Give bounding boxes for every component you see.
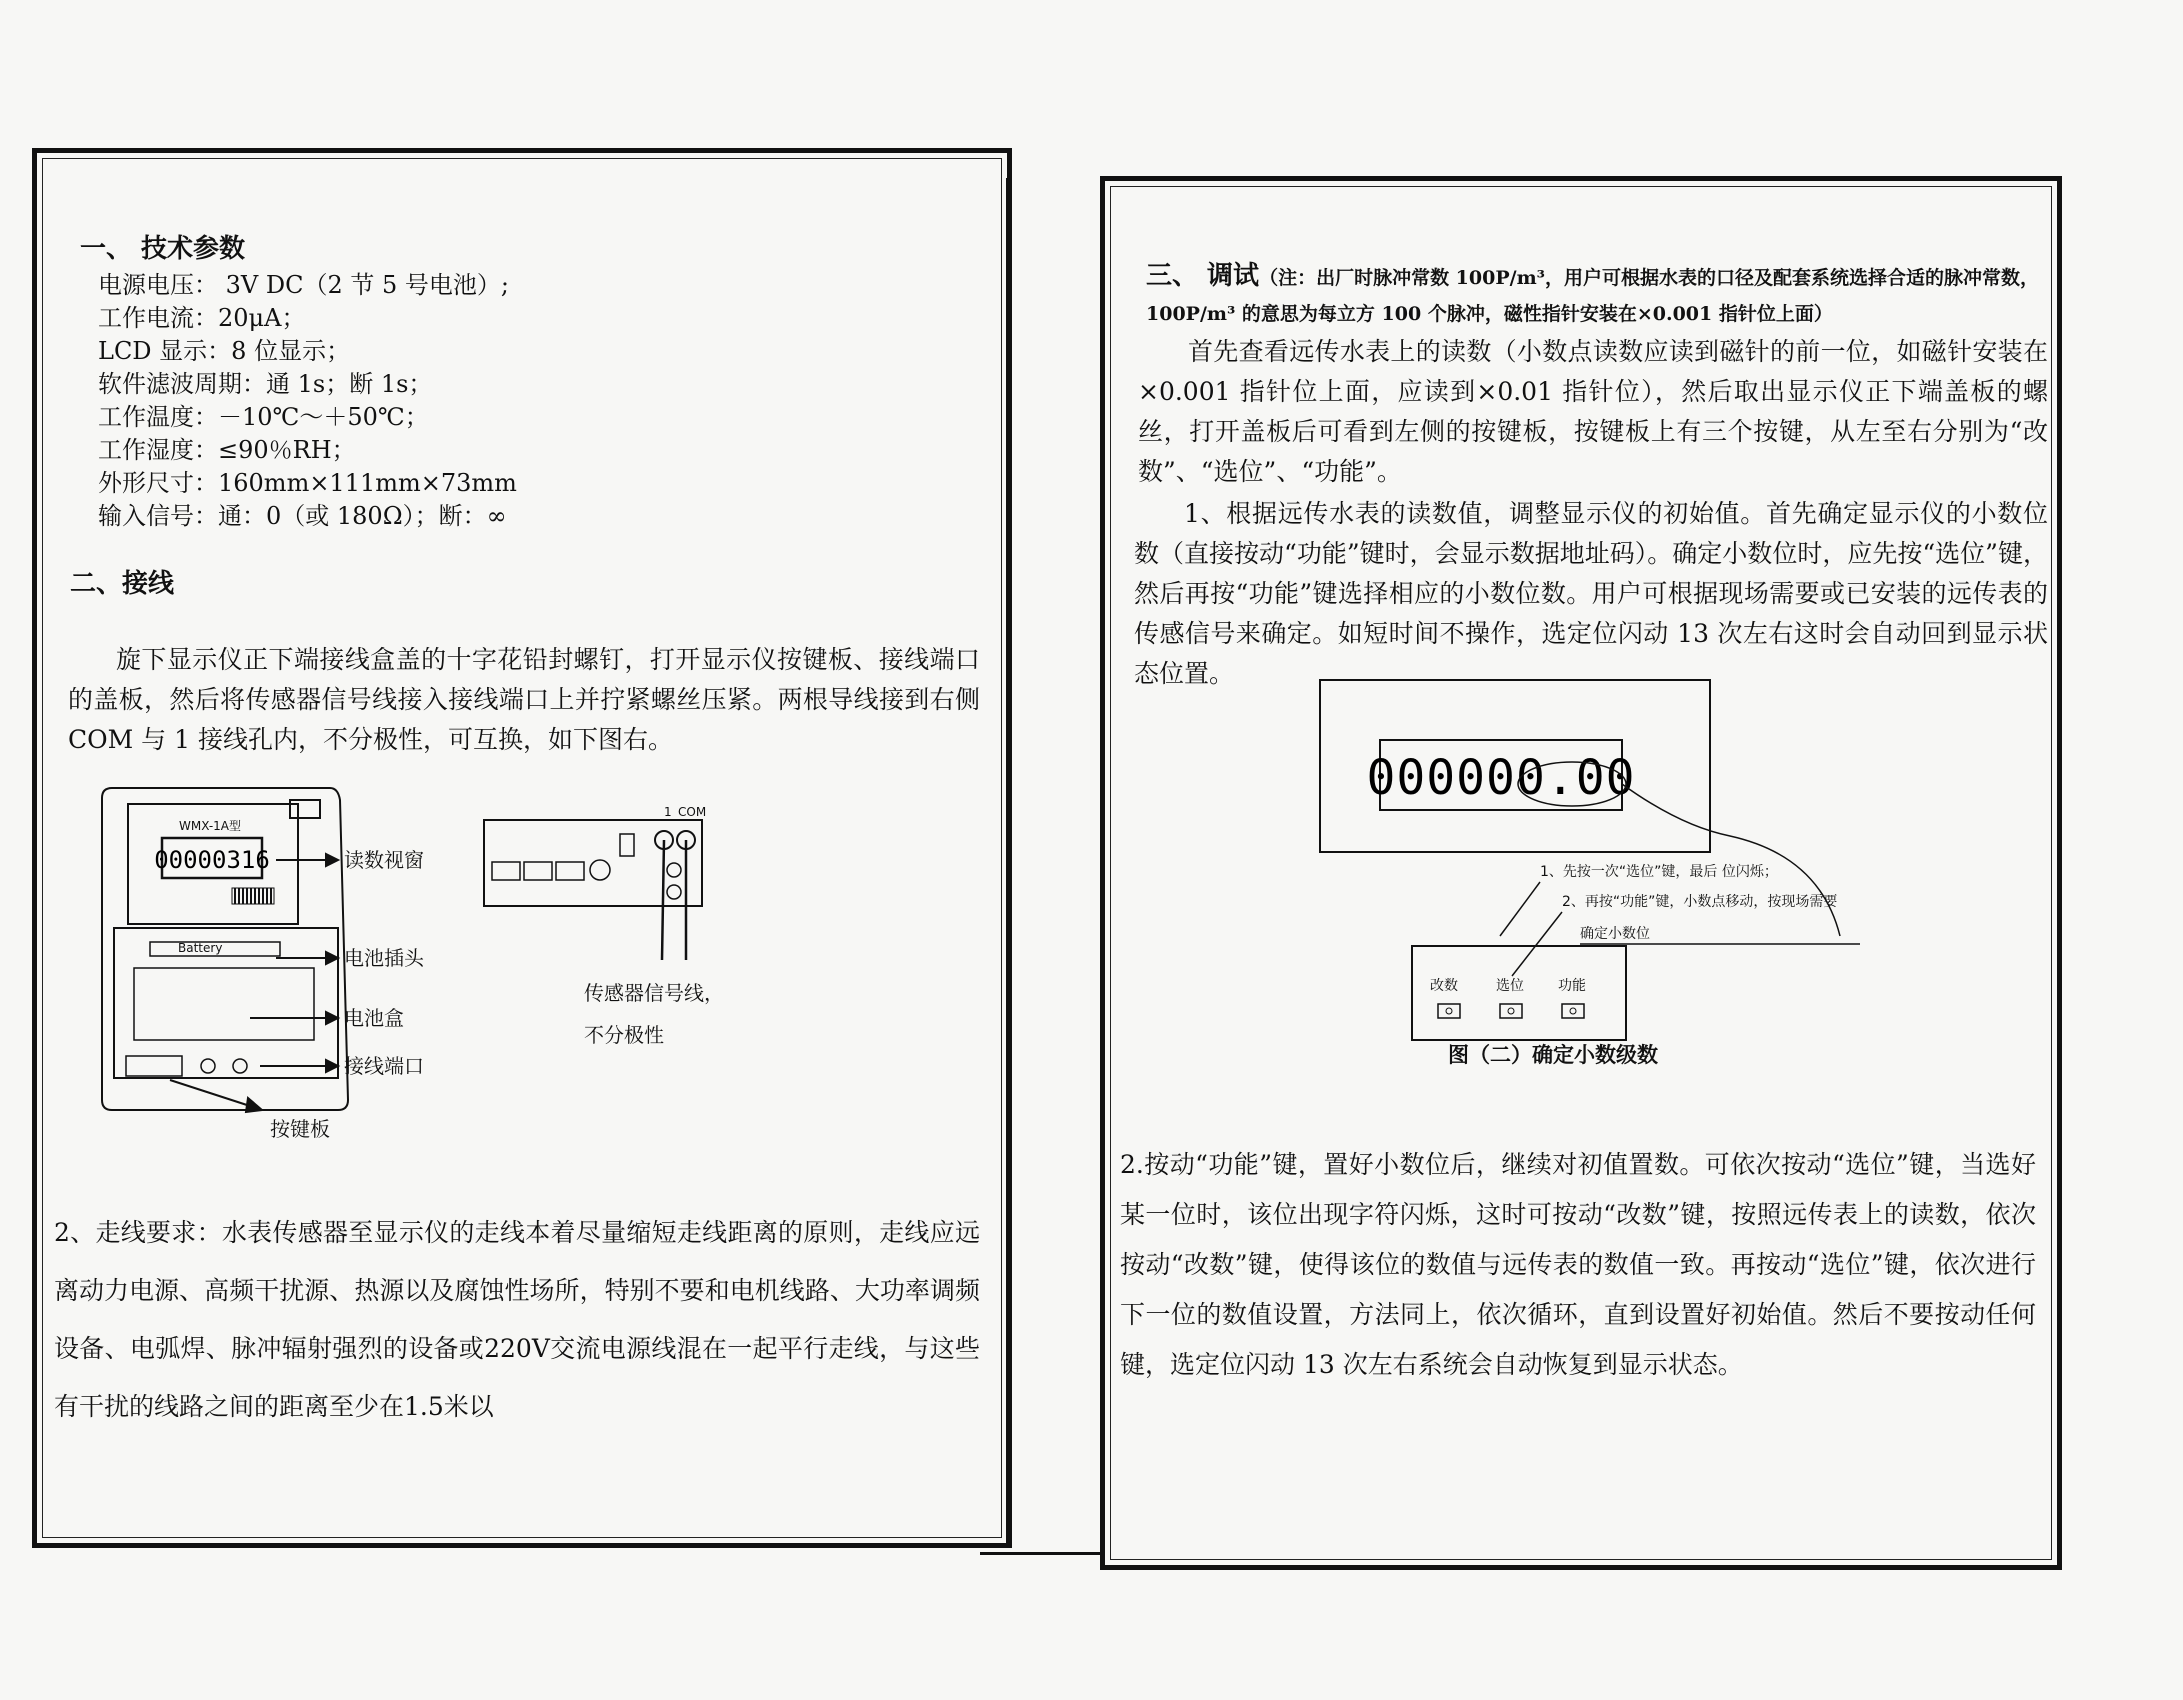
- board-socket: [620, 834, 634, 856]
- key-button: [1562, 1004, 1584, 1018]
- key-button: [1438, 1004, 1460, 1018]
- board-key: [524, 862, 552, 880]
- label-reading-window: 读数视窗: [344, 848, 424, 872]
- pointer-line: [1622, 784, 1840, 936]
- wiring-figure: [90, 780, 730, 1150]
- figure-2-caption: 图（二）确定小数级数: [1448, 1043, 1658, 1067]
- gutter-rule-left: [1006, 178, 1009, 1548]
- spec-item: 电源电压： 3V DC（2 节 5 号电池）;: [98, 271, 509, 299]
- terminal-mark-1: 1: [664, 805, 672, 819]
- gutter-rule-right: [1100, 176, 1103, 1570]
- key-button: [1500, 1004, 1522, 1018]
- terminal-hole: [667, 885, 681, 899]
- spec-item: 工作湿度：≤90％RH；: [98, 436, 356, 464]
- spec-item: 输入信号：通：0（或 180Ω）；断：∞: [98, 502, 507, 530]
- model-label: WMX-1A型: [178, 819, 242, 833]
- spec-item: 软件滤波周期：通 1s；断 1s；: [98, 370, 433, 398]
- battery-text: Battery: [178, 941, 223, 955]
- meter-mount-tab: [290, 800, 320, 818]
- sensor-wire-1: [662, 840, 664, 960]
- gutter-bottom-rule: [980, 1552, 1100, 1555]
- display-value: 000000.00: [1366, 750, 1636, 806]
- board-key: [492, 862, 520, 880]
- spec-item: 工作温度：－10℃～＋50℃；: [98, 403, 429, 431]
- sensor-label-1: 传感器信号线，: [584, 981, 724, 1005]
- decimal-figure: [1300, 676, 1860, 1076]
- sensor-label-2: 不分极性: [584, 1023, 664, 1047]
- debug-paragraph-1: 首先查看远传水表上的读数（小数点读数应读到磁针的前一位，如磁针安装在×0.001 指针位上面，应读到×0.01 指针位），然后取出显示仪正下端盖板的螺丝，打开盖板后可看到左侧的按键板，按键板上有三个按键，从左至右分别为“改数”、“选位”、“功能”。: [1138, 337, 2048, 486]
- routing-paragraph: 2、走线要求：水表传感器至显示仪的走线本着尽量缩短走线距离的原则，走线应远离动力电源、高频干扰源、热源以及腐蚀性场所，特别不要和电机线路、大功率调频设备、电弧焊、脉冲辐射强烈的设备或220V交流电源线混在一起平行走线，与这些有干扰的线路之间的距离至少在1.5米以: [54, 1218, 980, 1421]
- debug-paragraph-3: 2.按动“功能”键，置好小数位后，继续对初值置数。可依次按动“选位”键，当选好某一位时，该位出现字符闪烁，这时可按动“改数”键，按照远传表上的读数，依次按动“改数”键，使得该位的数值与远传表的数值一致。再按动“选位”键，依次进行下一位的数值设置，方法同上，依次循环，直到设置好初始值。然后不要按动任何键，选定位闪动 13 次左右系统会自动恢复到显示状态。: [1120, 1150, 2036, 1379]
- board-key: [556, 862, 584, 880]
- spec-item: LCD 显示：8 位显示；: [98, 337, 351, 365]
- terminal-hole: [667, 863, 681, 877]
- figure-note-2: 2、再按“功能”键，小数点移动，按现场需要: [1562, 894, 1838, 910]
- section-2-title: 二、接线: [70, 569, 175, 599]
- figure-note-3: 确定小数位: [1580, 926, 1650, 942]
- board-knob: [590, 860, 610, 880]
- section-3-note: （注：出厂时脉冲常数 100P/m³，用户可根据水表的口径及配套系统选择合适的脉冲常数，100P/m³ 的意思为每立方 100 个脉冲，磁性指针安装在×0.001 指针位上面）: [1146, 267, 2039, 325]
- key-label: 功能: [1558, 978, 1586, 994]
- spec-item: 工作电流：20μA；: [98, 304, 306, 332]
- label-terminal-port: 接线端口: [344, 1054, 424, 1078]
- section-3-header: [1146, 258, 2046, 333]
- key-label: 改数: [1430, 978, 1458, 994]
- terminal-screw: [201, 1059, 215, 1073]
- barcode: [232, 888, 274, 904]
- debug-paragraph-2: 1、根据远传水表的读数值，调整显示仪的初始值。首先确定显示仪的小数位数（直接按动“功能”键时，会显示数据地址码）。确定小数位时，应先按“选位”键，然后再按“功能”键选择相应的小数位数。用户可根据现场需要或已安装的远传表的传感信号来确定。如短时间不操作，选定位闪动 13 次左右这时会自动回到显示状态位置。: [1134, 499, 2048, 688]
- pointer-line-2: [1500, 882, 1540, 936]
- terminal-screw: [233, 1059, 247, 1073]
- label-keypad: 按键板: [270, 1117, 330, 1141]
- lcd-reading: 00000316: [154, 846, 270, 874]
- label-battery-box: 电池盒: [344, 1006, 404, 1030]
- label-battery-plug: 电池插头: [344, 946, 424, 970]
- section-3-title: 三、 调试: [1146, 261, 1260, 291]
- terminal-mark-com: COM: [678, 805, 707, 819]
- wiring-paragraph: 旋下显示仪正下端接线盒盖的十字花铅封螺钉，打开显示仪按键板、接线端口的盖板，然后将传感器信号线接入接线端口上并拧紧螺丝压紧。两根导线接到右侧 COM 与 1 接线孔内，不分极性，可互换，如下图右。: [68, 645, 980, 754]
- terminal-strip: [126, 1056, 182, 1076]
- battery-box: [134, 968, 314, 1040]
- figure-note-1: 1、先按一次“选位”键，最后 位闪烁；: [1540, 864, 1778, 880]
- spec-item: 外形尺寸：160mm×111mm×73mm: [98, 469, 517, 497]
- section-1-title: 一、 技术参数: [80, 234, 246, 264]
- pointer-line-3: [1512, 912, 1562, 976]
- meter-body-outline: [102, 788, 348, 1110]
- key-label: 选位: [1496, 978, 1524, 994]
